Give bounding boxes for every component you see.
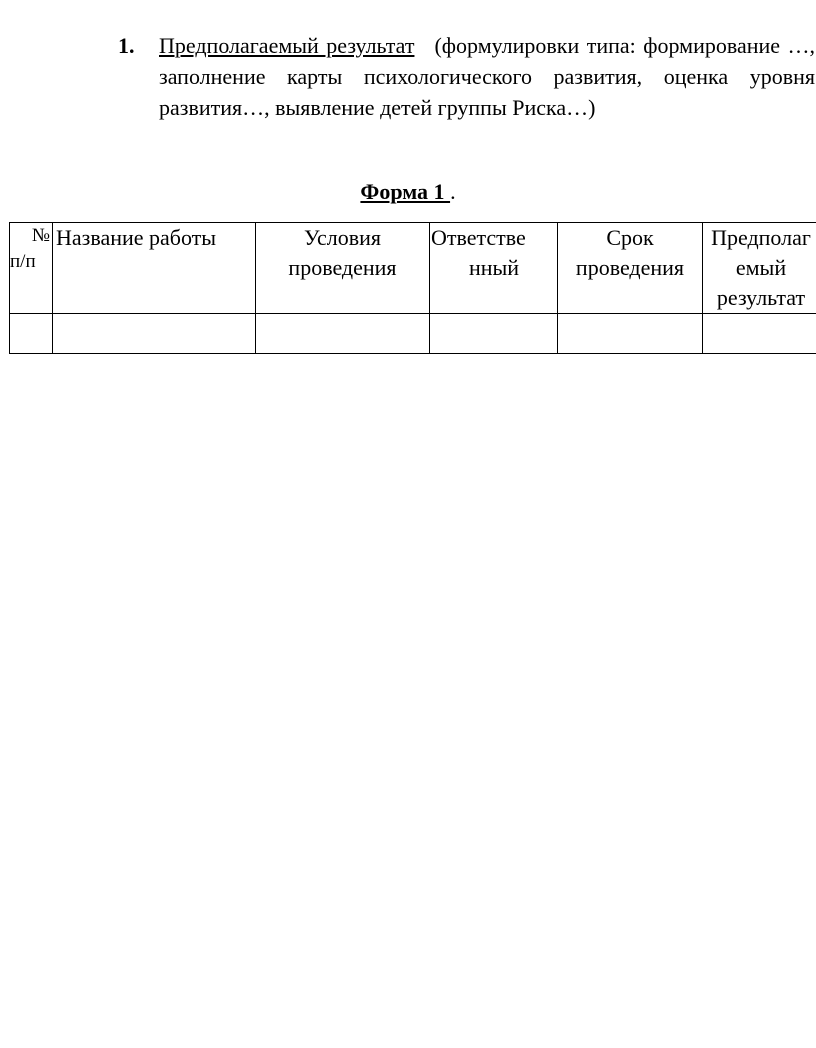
form-table-wrapper [9, 222, 816, 354]
form-table [9, 222, 816, 354]
table-cell[interactable] [430, 314, 558, 354]
list-item-number: 1. [118, 33, 135, 58]
header-result-line: результат [716, 285, 806, 310]
header-number [10, 223, 53, 314]
header-term-line: Срок [606, 225, 654, 250]
table-cell[interactable] [10, 314, 53, 354]
list-item-text [159, 30, 815, 123]
header-term [558, 223, 703, 314]
header-responsible-line: Ответстве [431, 225, 526, 250]
header-expected-result [703, 223, 816, 314]
list-item-description: (формулировки типа: формирование …, заполнение карты психологического развития, оценка уровня развития…, выявление детей группы Риска…) [159, 33, 815, 120]
table-cell[interactable] [53, 314, 256, 354]
table-cell[interactable] [558, 314, 703, 354]
header-responsible-line: нный [468, 255, 520, 280]
table-header-row [10, 223, 816, 314]
header-responsible [430, 223, 558, 314]
table-cell[interactable] [703, 314, 816, 354]
header-term-line: проведения [575, 255, 685, 280]
table-row [10, 314, 816, 354]
table-cell[interactable] [256, 314, 430, 354]
list-item-lead: Предполагаемый результат [159, 33, 415, 58]
form-title [0, 177, 816, 207]
header-conditions [256, 223, 430, 314]
header-conditions-line: Условия [304, 225, 381, 250]
header-conditions-line: проведения [288, 255, 397, 280]
header-number-symbol: № [31, 225, 50, 246]
header-number-abbr: п/п [10, 251, 36, 272]
form-title-label: Форма 1 [360, 179, 451, 204]
form-title-suffix: . [450, 179, 456, 204]
header-result-line: емый [735, 255, 787, 280]
header-result-line: Предполаг [711, 225, 811, 250]
header-work-name: Название работы [53, 223, 256, 314]
